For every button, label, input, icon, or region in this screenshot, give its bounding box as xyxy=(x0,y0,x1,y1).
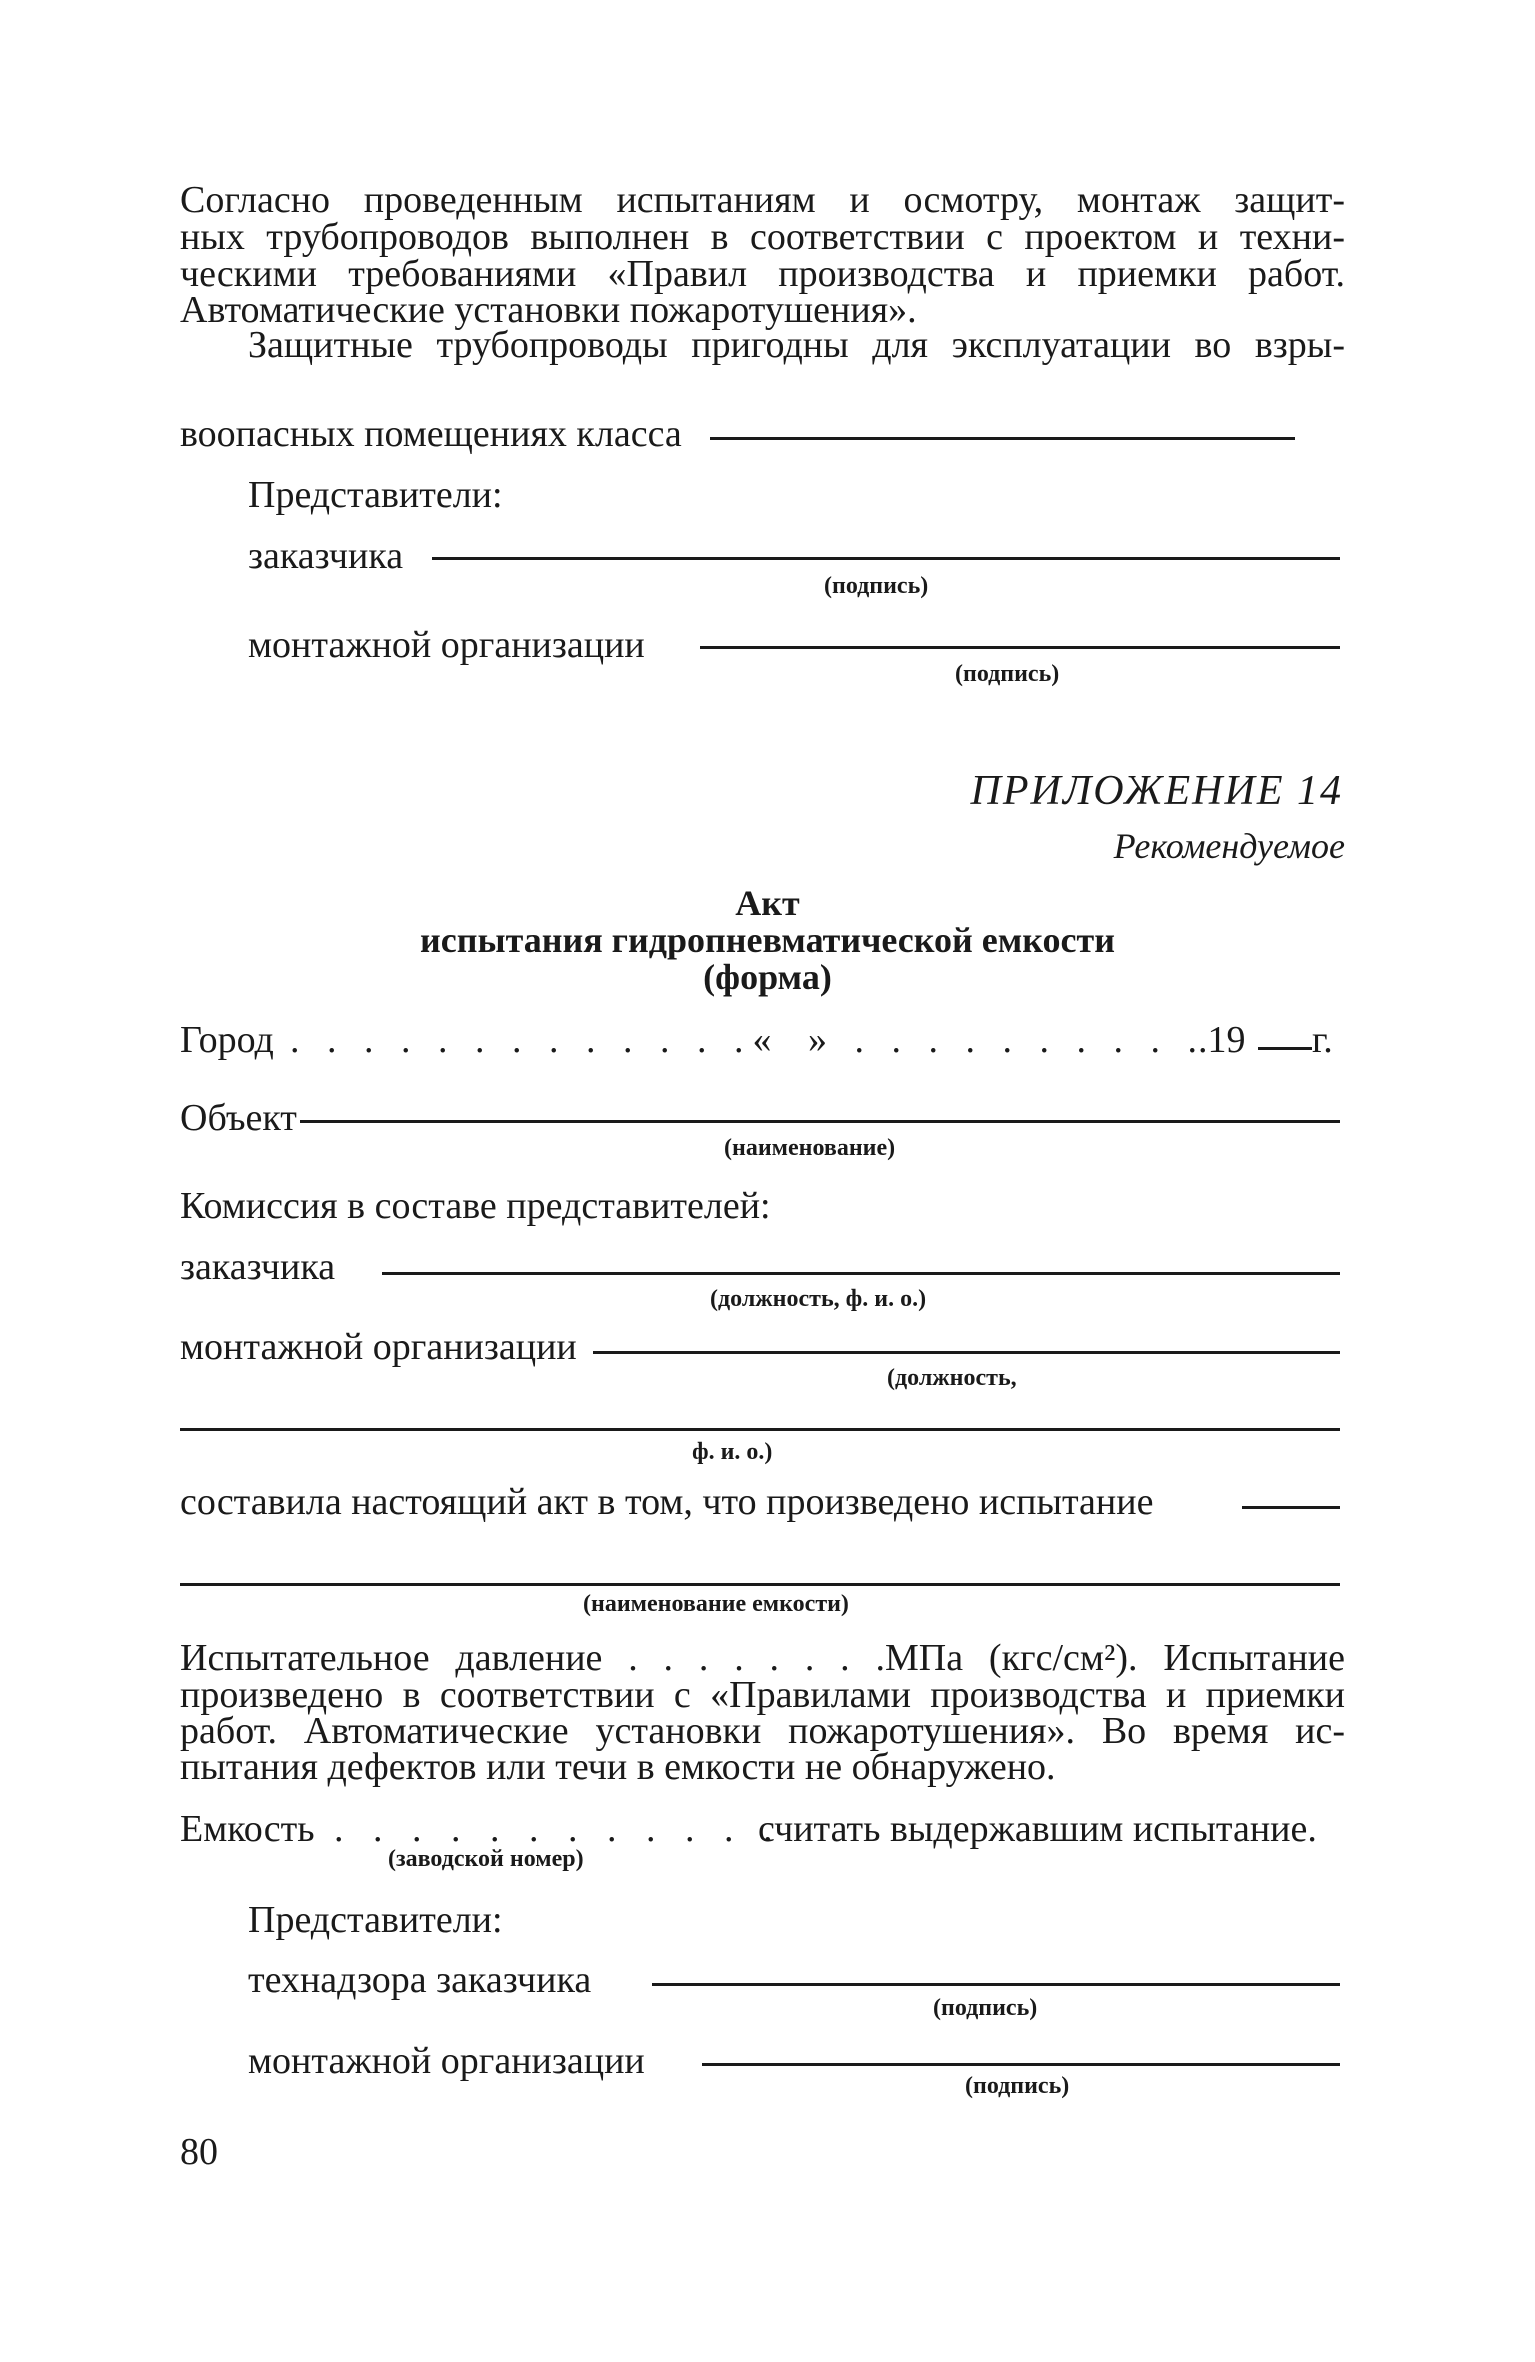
customer-label: заказчика xyxy=(180,1246,336,1288)
tank-result: считать выдержавшим испытание. xyxy=(758,1808,1317,1850)
customer-label: заказчика xyxy=(248,535,404,577)
installer-label: монтажной организации xyxy=(248,2040,645,2082)
paragraph-line: Защитные трубопроводы пригодны для эксплуатации во взры- xyxy=(248,324,1345,366)
year-label: .19 xyxy=(1198,1019,1246,1061)
tank-label: Емкость xyxy=(180,1808,315,1850)
paragraph-line: Испытательное давление . . . . . . . .МПа (кгс/см²). Испытание xyxy=(180,1637,1345,1679)
fill-line xyxy=(1242,1506,1340,1509)
object-label: Объект xyxy=(180,1097,297,1139)
signature-caption: (подпись) xyxy=(965,2073,1070,2099)
position-caption: (должность, xyxy=(887,1365,1017,1391)
paragraph-line: воопасных помещениях класса xyxy=(180,413,682,455)
fio-caption: ф. и. о.) xyxy=(692,1439,773,1465)
appendix-title: ПРИЛОЖЕНИЕ 14 xyxy=(970,768,1343,814)
appendix-status: Рекомендуемое xyxy=(1113,826,1345,866)
fill-line xyxy=(180,1428,1340,1431)
fill-line xyxy=(382,1272,1340,1275)
dot-leader: . . . . . . . . . . . . xyxy=(334,1808,783,1850)
signature-line xyxy=(432,557,1340,560)
act-heading: Акт xyxy=(735,883,800,923)
fill-line xyxy=(710,437,1295,440)
supervision-label: технадзора заказчика xyxy=(248,1959,592,2001)
paragraph-line: произведено в соответствии с «Правилами производства и приемки xyxy=(180,1674,1345,1716)
paragraph-line: Согласно проведенным испытаниям и осмотру, монтаж защит- xyxy=(180,179,1345,221)
fill-line xyxy=(593,1351,1340,1354)
fill-line xyxy=(300,1120,1340,1123)
signature-line xyxy=(652,1983,1340,1986)
year-suffix: г. xyxy=(1312,1019,1333,1061)
paragraph-line: ных трубопроводов выполнен в соответствии с проектом и техни- xyxy=(180,216,1345,258)
composed-text: составила настоящий акт в том, что произведено испытание xyxy=(180,1481,1154,1523)
paragraph-line: Автоматические установки пожаротушения». xyxy=(180,289,917,331)
signature-line xyxy=(700,646,1340,649)
dot-leader: » . . . . . . . . . . xyxy=(808,1019,1206,1061)
page-number: 80 xyxy=(180,2131,218,2173)
tank-name-caption: (наименование емкости) xyxy=(583,1591,849,1617)
act-heading: (форма) xyxy=(703,957,832,997)
paragraph-line: ческими требованиями «Правил производства и приемки работ. xyxy=(180,253,1345,295)
installer-label: монтажной организации xyxy=(248,624,645,666)
paragraph-line: работ. Автоматические установки пожаротушения». Во время ис- xyxy=(180,1710,1345,1752)
act-heading: испытания гидропневматической емкости xyxy=(420,920,1115,960)
position-fio-caption: (должность, ф. и. о.) xyxy=(710,1286,927,1312)
paragraph-line: пытания дефектов или течи в емкости не обнаружено. xyxy=(180,1746,1056,1788)
factory-number-caption: (заводской номер) xyxy=(388,1846,584,1872)
name-caption: (наименование) xyxy=(724,1135,896,1161)
representatives-label: Представители: xyxy=(248,1899,503,1941)
installer-label: монтажной организации xyxy=(180,1326,577,1368)
signature-caption: (подпись) xyxy=(955,661,1060,687)
representatives-label: Представители: xyxy=(248,474,503,516)
city-label: Город xyxy=(180,1019,274,1061)
fill-line xyxy=(180,1583,1340,1586)
signature-caption: (подпись) xyxy=(824,573,929,599)
dot-leader: . . . . . . . . . . . . .« xyxy=(290,1019,781,1061)
signature-line xyxy=(702,2063,1340,2066)
commission-label: Комиссия в составе представителей: xyxy=(180,1185,771,1227)
year-fill-line xyxy=(1258,1047,1312,1050)
signature-caption: (подпись) xyxy=(933,1995,1038,2021)
